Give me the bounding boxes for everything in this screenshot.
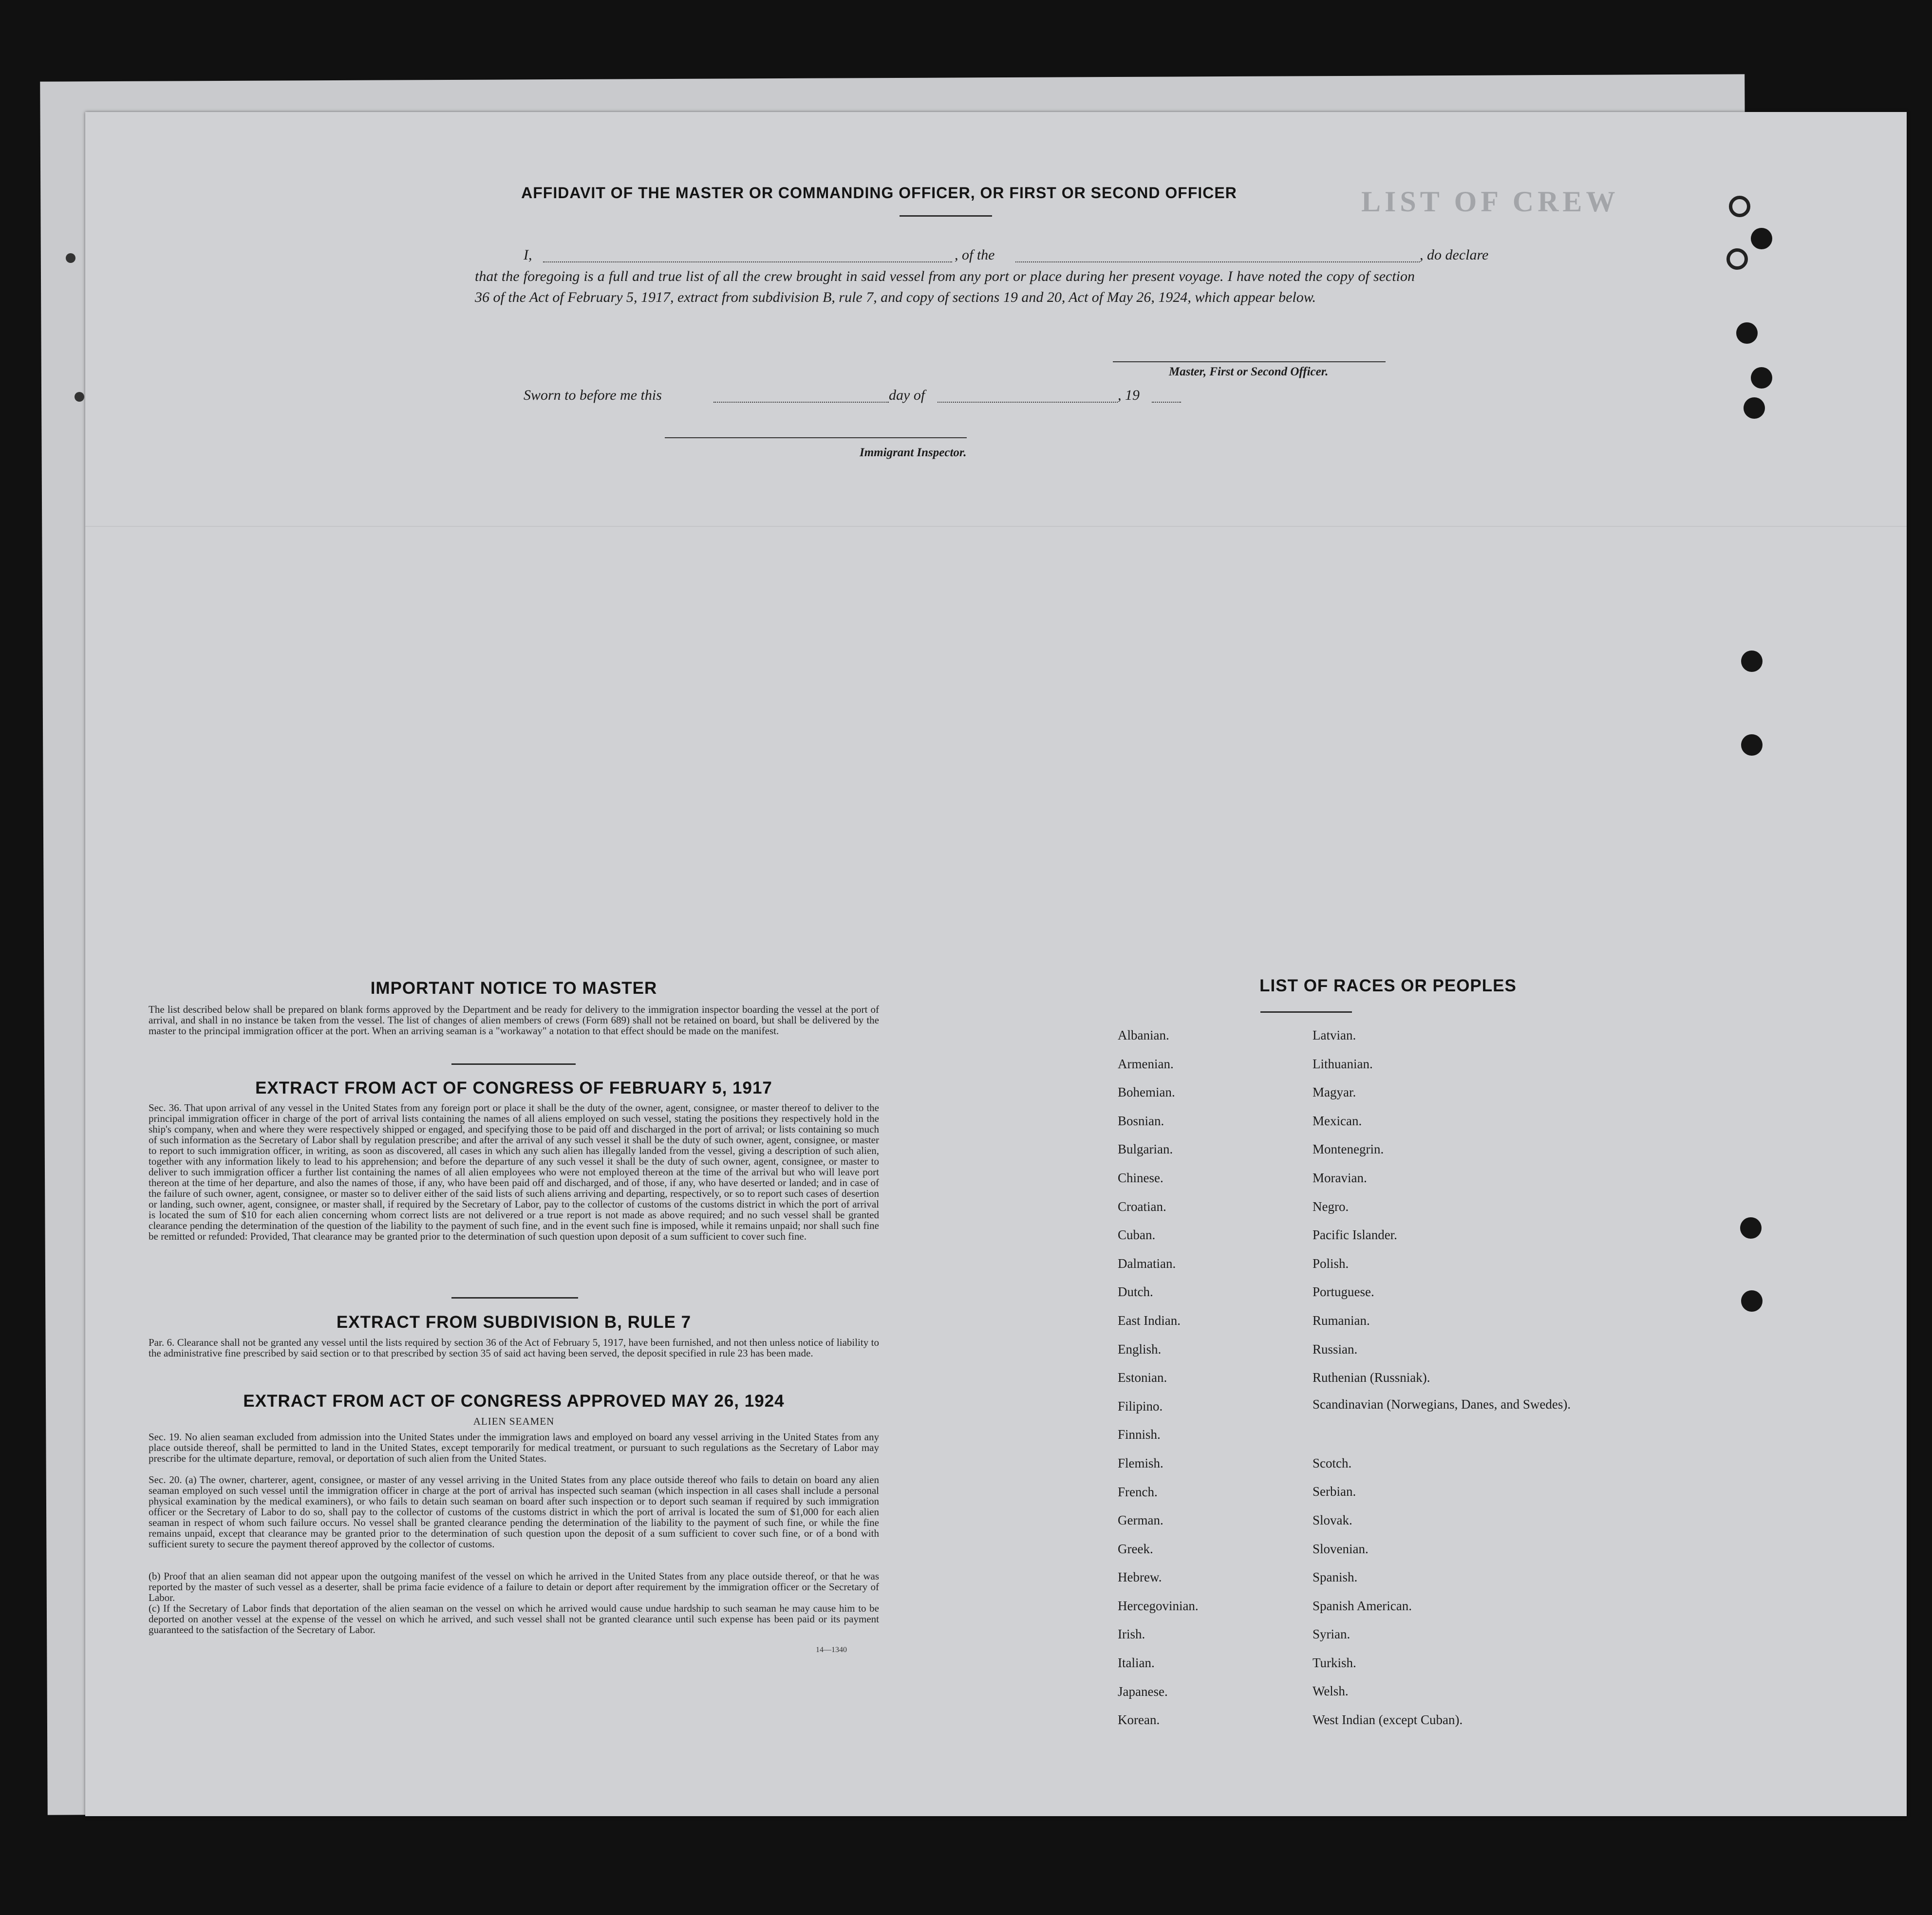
race-item: Scandinavian (Norwegians, Danes, and Swedes). bbox=[1313, 1396, 1571, 1412]
race-item: Greek. bbox=[1118, 1541, 1153, 1556]
race-item: Latvian. bbox=[1313, 1028, 1356, 1042]
binder-hole bbox=[1741, 651, 1763, 672]
sworn-year: , 19 bbox=[1118, 387, 1140, 403]
race-item: German. bbox=[1118, 1513, 1163, 1528]
race-item: Spanish. bbox=[1313, 1570, 1358, 1585]
sworn-year-blank[interactable] bbox=[1152, 402, 1181, 403]
race-item: Ruthenian (Russniak). bbox=[1313, 1370, 1430, 1385]
binder-hole bbox=[1729, 196, 1750, 217]
race-item: Syrian. bbox=[1313, 1627, 1351, 1642]
sec19-text: Sec. 19. No alien seaman excluded from admission into the United States under the immigration laws and employed on board any vessel arriving in the United States from any place outside thereof, shall be permitted to land in the United States, except temporarily for medical treatment, or pursuant to such regulations as the Secretary of Labor may prescribe for the ultimate departure, removal, or deportation of such alien from the United States. bbox=[149, 1431, 879, 1464]
race-item: Mexican. bbox=[1313, 1113, 1362, 1128]
sworn-day-of: day of bbox=[889, 387, 925, 403]
of-the-label: , of the bbox=[955, 247, 995, 263]
race-item: Slovenian. bbox=[1313, 1541, 1369, 1556]
race-item: Welsh. bbox=[1313, 1684, 1349, 1699]
master-signature-label: Master, First or Second Officer. bbox=[1169, 365, 1329, 378]
races-right-column bbox=[1313, 1021, 1585, 1734]
binder-hole bbox=[1751, 367, 1772, 389]
race-item: Finnish. bbox=[1118, 1427, 1161, 1442]
inspector-signature-line[interactable] bbox=[665, 437, 967, 438]
race-item: Moravian. bbox=[1313, 1170, 1367, 1185]
divider bbox=[451, 1297, 578, 1299]
sec20b-text: (b) Proof that an alien seaman did not appear upon the outgoing manifest of the vessel on which he arrived in the United States from any place outside thereof, or that he was reported by the master of such vessel as a deserter, shall be prima facie evidence of a failure to detain or deport after requirement by the immigration officer or the Secretary of Labor. bbox=[149, 1570, 879, 1603]
race-item: Dalmatian. bbox=[1118, 1256, 1176, 1271]
race-item: Negro. bbox=[1313, 1199, 1349, 1214]
race-item: Armenian. bbox=[1118, 1056, 1174, 1071]
race-item: Japanese. bbox=[1118, 1684, 1168, 1699]
race-item: Bulgarian. bbox=[1118, 1142, 1173, 1157]
race-item: Italian. bbox=[1118, 1655, 1155, 1671]
divider bbox=[900, 215, 992, 217]
race-item: Spanish American. bbox=[1313, 1598, 1412, 1613]
vessel-blank[interactable] bbox=[1015, 261, 1420, 262]
race-item: Montenegrin. bbox=[1313, 1142, 1384, 1157]
race-item: Lithuanian. bbox=[1313, 1056, 1373, 1071]
race-item: Dutch. bbox=[1118, 1284, 1153, 1300]
form-number: 14—1340 bbox=[816, 1646, 847, 1654]
race-item: Rumanian. bbox=[1313, 1313, 1370, 1328]
race-item: Chinese. bbox=[1118, 1170, 1163, 1185]
race-item: French. bbox=[1118, 1484, 1158, 1499]
binder-hole bbox=[1726, 248, 1748, 270]
race-item: Hercegovinian. bbox=[1118, 1598, 1199, 1613]
race-item: Korean. bbox=[1118, 1712, 1160, 1728]
binder-hole bbox=[1740, 1217, 1762, 1239]
notice-text: The list described below shall be prepared on blank forms approved by the Department and be ready for delivery to the immigration inspector boarding the vessel at the port of arrival, and shall in no instance be taken from the vessel. The list of changes of alien members of crews (Form 689) shall not be retained on board, but shall be delivered by the master to the principal immigration officer at the port. When an arriving seaman is a "workaway" a notation to that effect should be made on the manifest. bbox=[149, 1004, 879, 1037]
race-item: Hebrew. bbox=[1118, 1570, 1162, 1585]
race-item: Bosnian. bbox=[1118, 1113, 1164, 1128]
race-item: Croatian. bbox=[1118, 1199, 1166, 1214]
race-item: Flemish. bbox=[1118, 1455, 1163, 1470]
race-item: Russian. bbox=[1313, 1341, 1358, 1357]
extract-1924-subtitle: ALIEN SEAMEN bbox=[473, 1415, 555, 1427]
race-item: Estonian. bbox=[1118, 1370, 1167, 1385]
race-item: Turkish. bbox=[1313, 1655, 1356, 1670]
binder-hole bbox=[1751, 228, 1772, 249]
sworn-month-blank[interactable] bbox=[938, 402, 1118, 403]
race-item: Slovak. bbox=[1313, 1512, 1352, 1527]
extract-1917-text: Sec. 36. That upon arrival of any vessel in the United States from any foreign port or place it shall be the duty of the owner, agent, consignee, or master thereof to deliver to the principal immigration officer in charge of the port of arrival lists containing the names of all aliens employed on such vessel, stating the positions they respectively hold in the ship's company, when and where they were respectively shipped or engaged, and specifying those to be paid off and discharged in the port of arrival; or lists containing so much of such information as the Secretary of Labor shall by regulation prescribe; and after the arrival of any such vessel it shall be the duty of such owner, agent, consignee, or master to report to such immigration officer, in writing, as soon as discovered, all cases in which any such alien has illegally landed from the vessel, giving a description of such alien, together with any information likely to lead to his apprehension; and before the departure of any such vessel it shall be the duty of such owner, agent, consignee, or master to deliver to such immigration officer a further list containing the names of all alien employees who were not employed thereon at the time of the arrival but who will leave port thereon at the time of her departure, and also the names of those, if any, who have been paid off and discharged, and of those, if any, who have deserted or landed; and in case of the failure of such owner, agent, consignee, or master so to deliver either of the said lists of such aliens arriving and departing, respectively, or so to report such cases of desertion or landing, such owner, agent, consignee, or master shall, if required by the Secretary of Labor, pay to the collector of customs of the customs district in which the port of arrival is located the sum of $10 for each alien concerning whom correct lists are not delivered or a true report is not made as above required; and no such vessel shall be granted clearance pending the determination of the question of the liability to the payment of such fine, and in the event such fine is imposed, while it remains unpaid; nor shall such fine be remitted or refunded: Provided, That clearance may be granted prior to the determination of such question upon deposit of a sum sufficient to cover such fine. bbox=[149, 1102, 879, 1242]
sec20a-text: Sec. 20. (a) The owner, charterer, agent, consignee, or master of any vessel arriving in the United States from any place outside thereof who fails to detain on board any alien seaman employed on such vessel until the immigration officer in charge at the port of arrival has inspected such seaman (which inspection in all cases shall include a personal physical examination by the medical examiners), or who fails to detain such seaman on board after such inspection or to deport such seaman if required by such immigration officer or the Secretary of Labor to do so, shall pay to the collector of customs of the customs district in which the port of arrival is located the sum of $1,000 for each alien seaman in respect of whom such failure occurs. No vessel shall be granted clearance pending the determination of the liability to the payment of such fine, or while the fine remains unpaid, except that clearance may be granted prior to the determination of such question upon the deposit of a sum sufficient to cover such fine, or of a bond with sufficient surety to secure the payment thereof approved by the collector of customs. bbox=[149, 1474, 879, 1550]
bleed-through-mark: LIST OF CREW bbox=[1361, 186, 1619, 218]
notice-title: IMPORTANT NOTICE TO MASTER bbox=[370, 979, 657, 998]
race-item: Pacific Islander. bbox=[1313, 1227, 1397, 1243]
sworn-day-blank[interactable] bbox=[713, 402, 889, 403]
races-title: LIST OF RACES OR PEOPLES bbox=[1259, 976, 1517, 995]
extract-rule7-text: Par. 6. Clearance shall not be granted any vessel until the lists required by section 36 of the Act of February 5, 1917, have been furnished, and not then unless notice of liability to the administrative fine prescribed by said section or to that prescribed by section 35 of said act having been served, the deposit specified in rule 23 has been made. bbox=[149, 1337, 879, 1359]
race-item: Irish. bbox=[1118, 1627, 1145, 1642]
bleed-through-mark bbox=[85, 526, 1907, 527]
binder-hole bbox=[1744, 397, 1765, 419]
staple-mark bbox=[66, 253, 75, 263]
affidavit-title: AFFIDAVIT OF THE MASTER OR COMMANDING OFFICER, OR FIRST OR SECOND OFFICER bbox=[521, 184, 1237, 202]
race-item: Serbian. bbox=[1313, 1484, 1356, 1499]
race-item: Cuban. bbox=[1118, 1227, 1156, 1243]
affidavit-body: that the foregoing is a full and true list of all the crew brought in said vessel from any port or place during her present voyage. I have noted the copy of section 36 of the Act of February 5, 1917, extract from subdivision B, rule 7, and copy of sections 19 and 20, Act of May 26, 1924, which appear below. bbox=[475, 268, 1415, 305]
divider bbox=[1260, 1011, 1352, 1013]
extract-1924-title: EXTRACT FROM ACT OF CONGRESS APPROVED MAY 26, 1924 bbox=[243, 1392, 785, 1411]
document-page bbox=[85, 112, 1907, 1816]
name-blank[interactable] bbox=[543, 261, 952, 262]
binder-hole bbox=[1741, 1290, 1763, 1312]
binder-hole bbox=[1736, 322, 1758, 344]
staple-mark bbox=[75, 392, 84, 402]
race-item: West Indian (except Cuban). bbox=[1313, 1712, 1463, 1728]
extract-1917-title: EXTRACT FROM ACT OF CONGRESS OF FEBRUARY 5, 1917 bbox=[255, 1078, 772, 1097]
inspector-label: Immigrant Inspector. bbox=[860, 446, 967, 459]
divider bbox=[451, 1063, 576, 1065]
race-item: Scotch. bbox=[1313, 1455, 1352, 1470]
race-item: Bohemian. bbox=[1118, 1085, 1175, 1100]
race-item: English. bbox=[1118, 1341, 1162, 1357]
sec20c-text: (c) If the Secretary of Labor finds that deportation of the alien seaman on the vessel on which he arrived would cause undue hardship to such seaman he may cause him to be deported on another vessel at the expense of the vessel on which he arrived, and such vessel shall not be granted clearance until such expense has been paid or its payment guaranteed to the satisfaction of the Secretary of Labor. bbox=[149, 1602, 879, 1636]
race-item: Albanian. bbox=[1118, 1028, 1169, 1042]
binder-hole bbox=[1741, 734, 1763, 756]
sworn-prefix: Sworn to before me this bbox=[524, 387, 662, 403]
race-item: Magyar. bbox=[1313, 1085, 1356, 1100]
extract-rule7-title: EXTRACT FROM SUBDIVISION B, RULE 7 bbox=[336, 1313, 692, 1332]
do-declare-label: , do declare bbox=[1420, 247, 1489, 263]
i-label: I, bbox=[524, 247, 532, 263]
race-item: Polish. bbox=[1313, 1256, 1349, 1271]
race-item: East Indian. bbox=[1118, 1313, 1181, 1328]
race-item: Portuguese. bbox=[1313, 1284, 1374, 1300]
races-left-column bbox=[1118, 1021, 1303, 1734]
race-item: Filipino. bbox=[1118, 1398, 1163, 1413]
